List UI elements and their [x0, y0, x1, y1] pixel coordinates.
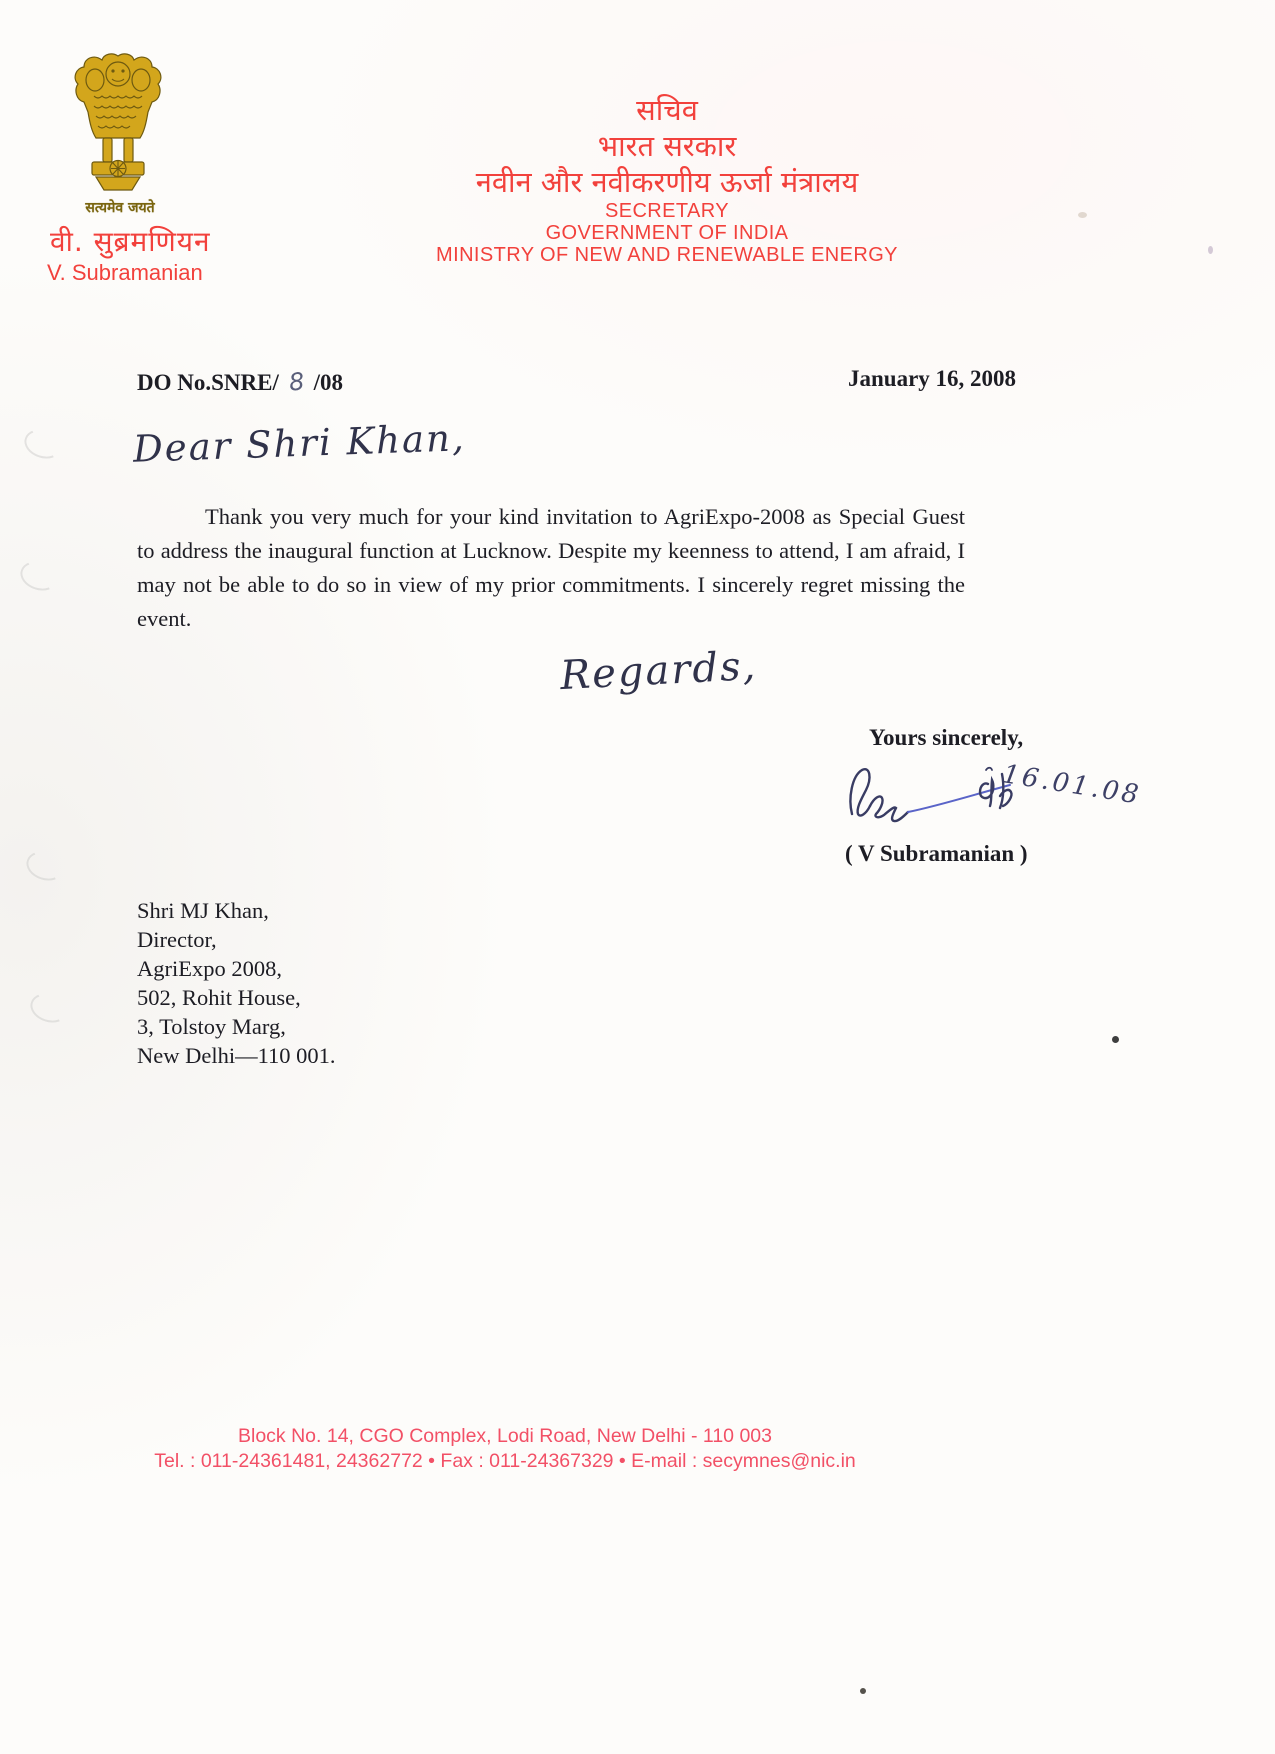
handwritten-regards: Regards, — [558, 642, 759, 700]
officer-name-hindi: वी. सुब्रमणियन — [50, 225, 211, 258]
title-hindi: सचिव — [636, 93, 698, 127]
letterhead-center-block — [417, 92, 917, 266]
officer-name-english: V. Subramanian — [47, 260, 203, 285]
do-number-suffix: /08 — [313, 370, 344, 395]
do-reference-number — [137, 368, 343, 396]
letter-date: January 16, 2008 — [848, 366, 1017, 391]
ashoka-emblem-icon — [68, 50, 168, 192]
recipient-line: AgriExpo 2008, — [137, 956, 282, 981]
government-english: GOVERNMENT OF INDIA — [545, 222, 789, 244]
scan-artifact — [21, 425, 66, 463]
footer-address: Block No. 14, CGO Complex, Lodi Road, New Delhi - 110 003 — [238, 1425, 772, 1447]
handwritten-salutation: Dear Shri Khan, — [132, 416, 467, 471]
recipient-address-block — [137, 896, 336, 1070]
do-number-prefix: DO No.SNRE/ — [137, 370, 279, 395]
scan-artifact — [17, 557, 62, 595]
scan-speck — [1078, 212, 1087, 218]
letter-body-paragraph: Thank you very much for your kind invitation to AgriExpo-2008 as Special Guest to address the inaugural function at Lucknow. Despite my keenness to attend, I am afraid, I may not be able to do so in view of my prior commitments. I sincerely regret missing the event. — [137, 504, 965, 631]
footer-contacts: Tel. : 011-24361481, 24362772 • Fax : 011-24367329 • E-mail : secymnes@nic.in — [154, 1450, 856, 1472]
recipient-line: 502, Rohit House, — [137, 985, 301, 1010]
recipient-line: Director, — [137, 927, 217, 952]
recipient-line: 3, Tolstoy Marg, — [137, 1014, 286, 1039]
recipient-line: Shri MJ Khan, — [137, 898, 269, 923]
recipient-line: New Delhi—110 001. — [137, 1043, 336, 1068]
ministry-hindi: नवीन और नवीकरणीय ऊर्जा मंत्रालय — [475, 165, 859, 199]
scan-speck — [860, 1688, 866, 1694]
scan-speck — [1208, 246, 1213, 254]
scan-artifact — [23, 847, 68, 885]
letterhead-footer — [105, 1424, 905, 1474]
government-hindi: भारत सरकार — [597, 129, 737, 163]
do-number-handwritten-digit: 8 — [287, 367, 306, 397]
scan-artifact — [27, 989, 72, 1027]
signatory-name: ( V Subramanian ) — [845, 841, 1028, 866]
emblem-motto: सत्यमेव जयते — [85, 200, 155, 216]
ministry-english: MINISTRY OF NEW AND RENEWABLE ENERGY — [436, 244, 898, 266]
scan-speck — [1112, 1036, 1119, 1043]
closing-yours-sincerely: Yours sincerely, — [869, 725, 1024, 750]
signature-date-handwritten: 16.01.08 — [1000, 759, 1144, 811]
title-english: SECRETARY — [604, 200, 729, 222]
signature-scrawl — [838, 758, 1018, 842]
